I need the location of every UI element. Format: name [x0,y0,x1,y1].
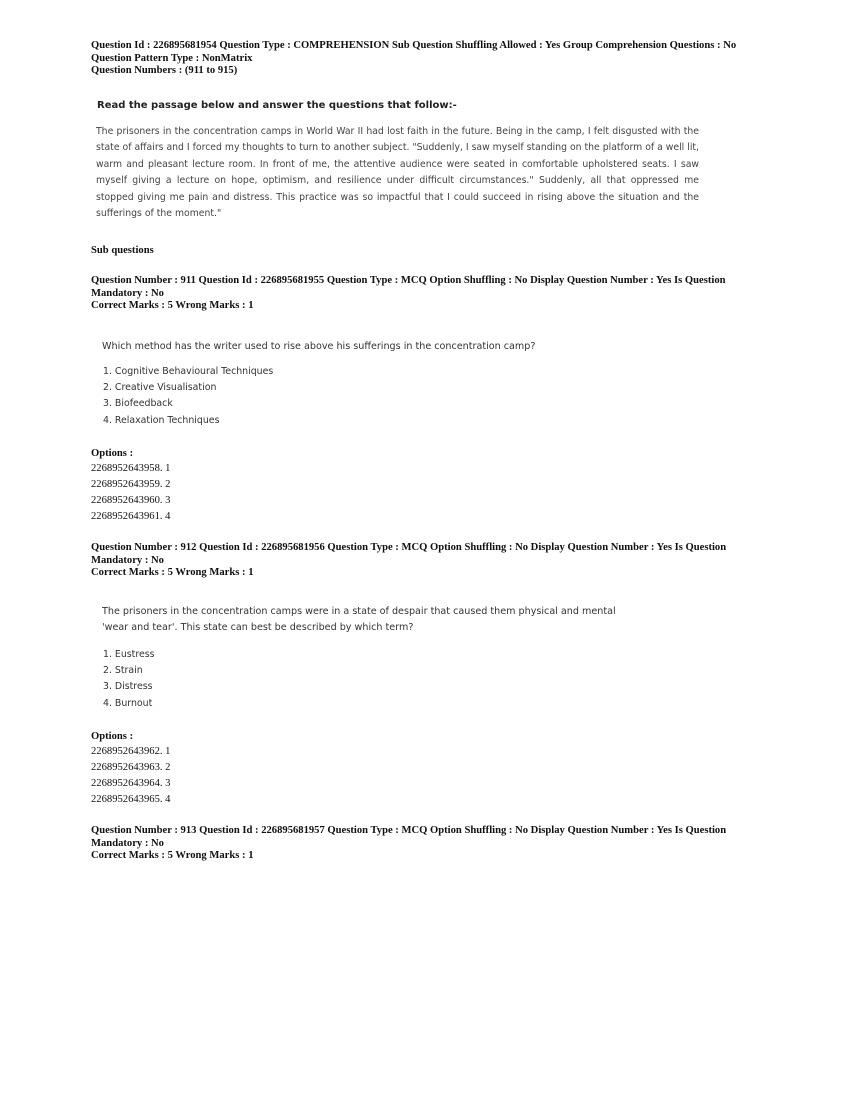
option-id: 2268952643958. 1 [91,463,171,474]
question-meta-line2: Mandatory : No [91,287,164,299]
choice-item: 3. Distress [103,681,153,693]
option-id: 2268952643964. 3 [91,778,171,789]
comprehension-header [91,40,761,78]
choice-item: 4. Relaxation Techniques [103,414,220,426]
choice-item: 2. Strain [103,665,143,677]
question-marks: Correct Marks : 5 Wrong Marks : 1 [91,300,254,311]
choice-item: 1. Cognitive Behavioural Techniques [103,366,274,377]
options-label: Options : [91,731,134,742]
question-marks: Correct Marks : 5 Wrong Marks : 1 [91,850,254,861]
passage-instruction: Read the passage below and answer the questions that follow:- [97,100,457,111]
question-meta-line2: Mandatory : No [91,554,164,566]
option-id: 2268952643962. 1 [91,746,171,757]
choice-item: 3. Biofeedback [103,398,173,410]
option-id: 2268952643960. 3 [91,495,171,506]
choice-item: 2. Creative Visualisation [103,382,217,394]
question-911-meta [91,275,761,313]
question-meta-line1: Question Number : 912 Question Id : 226895681956 Question Type : MCQ Option Shuffling : No Display Question Number : Yes Is Question [91,542,727,553]
question-meta-line1: Question Number : 911 Question Id : 226895681955 Question Type : MCQ Option Shuffling : No Display Question Number : Yes Is Question [91,275,726,286]
question-meta-line1: Question Number : 913 Question Id : 226895681957 Question Type : MCQ Option Shuffling : No Display Question Number : Yes Is Question [91,825,727,836]
options-label: Options : [91,448,134,459]
option-id: 2268952643963. 2 [91,762,171,773]
comprehension-meta-line1: Question Id : 226895681954 Question Type : COMPREHENSION Sub Question Shuffling Allowed : Yes Group Comprehension Questions : No [91,40,737,51]
question-912-text: The prisoners in the concentration camps were in a state of despair that caused them physical and mental 'wear and tear'. This state can best be described by which term? [102,606,616,633]
option-id: 2268952643961. 4 [91,511,171,522]
question-marks: Correct Marks : 5 Wrong Marks : 1 [91,567,254,578]
question-numbers-range: Question Numbers : (911 to 915) [91,65,238,76]
choice-item: 4. Burnout [103,697,153,709]
question-911-text: Which method has the writer used to rise above his sufferings in the concentration camp? [102,341,536,352]
passage-text: The prisoners in the concentration camps in World War II had lost faith in the future. Being in the camp, I felt disgusted with the state of affairs and I forced my thoughts to turn to another subject. "Suddenly, I saw myself standing on the platform of a well lit, warm and pleasant lecture room. In front of me, the attentive audience were seated in comfortable upholstered seats. I saw myself giving a lecture on hope, optimism, and resilience under difficult circumstances." Suddenly, all that oppressed me stopped giving me pain and distress. This practice was so impactful that I could succeed in rising above the situation and the sufferings of the moment." [96,126,699,220]
comprehension-meta-line2: Question Pattern Type : NonMatrix [91,52,253,64]
question-913-meta [91,825,761,863]
question-912-choices [103,647,155,712]
question-meta-line2: Mandatory : No [91,837,164,849]
option-id: 2268952643959. 2 [91,479,171,490]
option-id: 2268952643965. 4 [91,794,171,805]
question-912-meta [91,542,761,580]
sub-questions-label: Sub questions [91,245,154,256]
choice-item: 1. Eustress [103,649,155,660]
question-911-choices [103,364,273,429]
